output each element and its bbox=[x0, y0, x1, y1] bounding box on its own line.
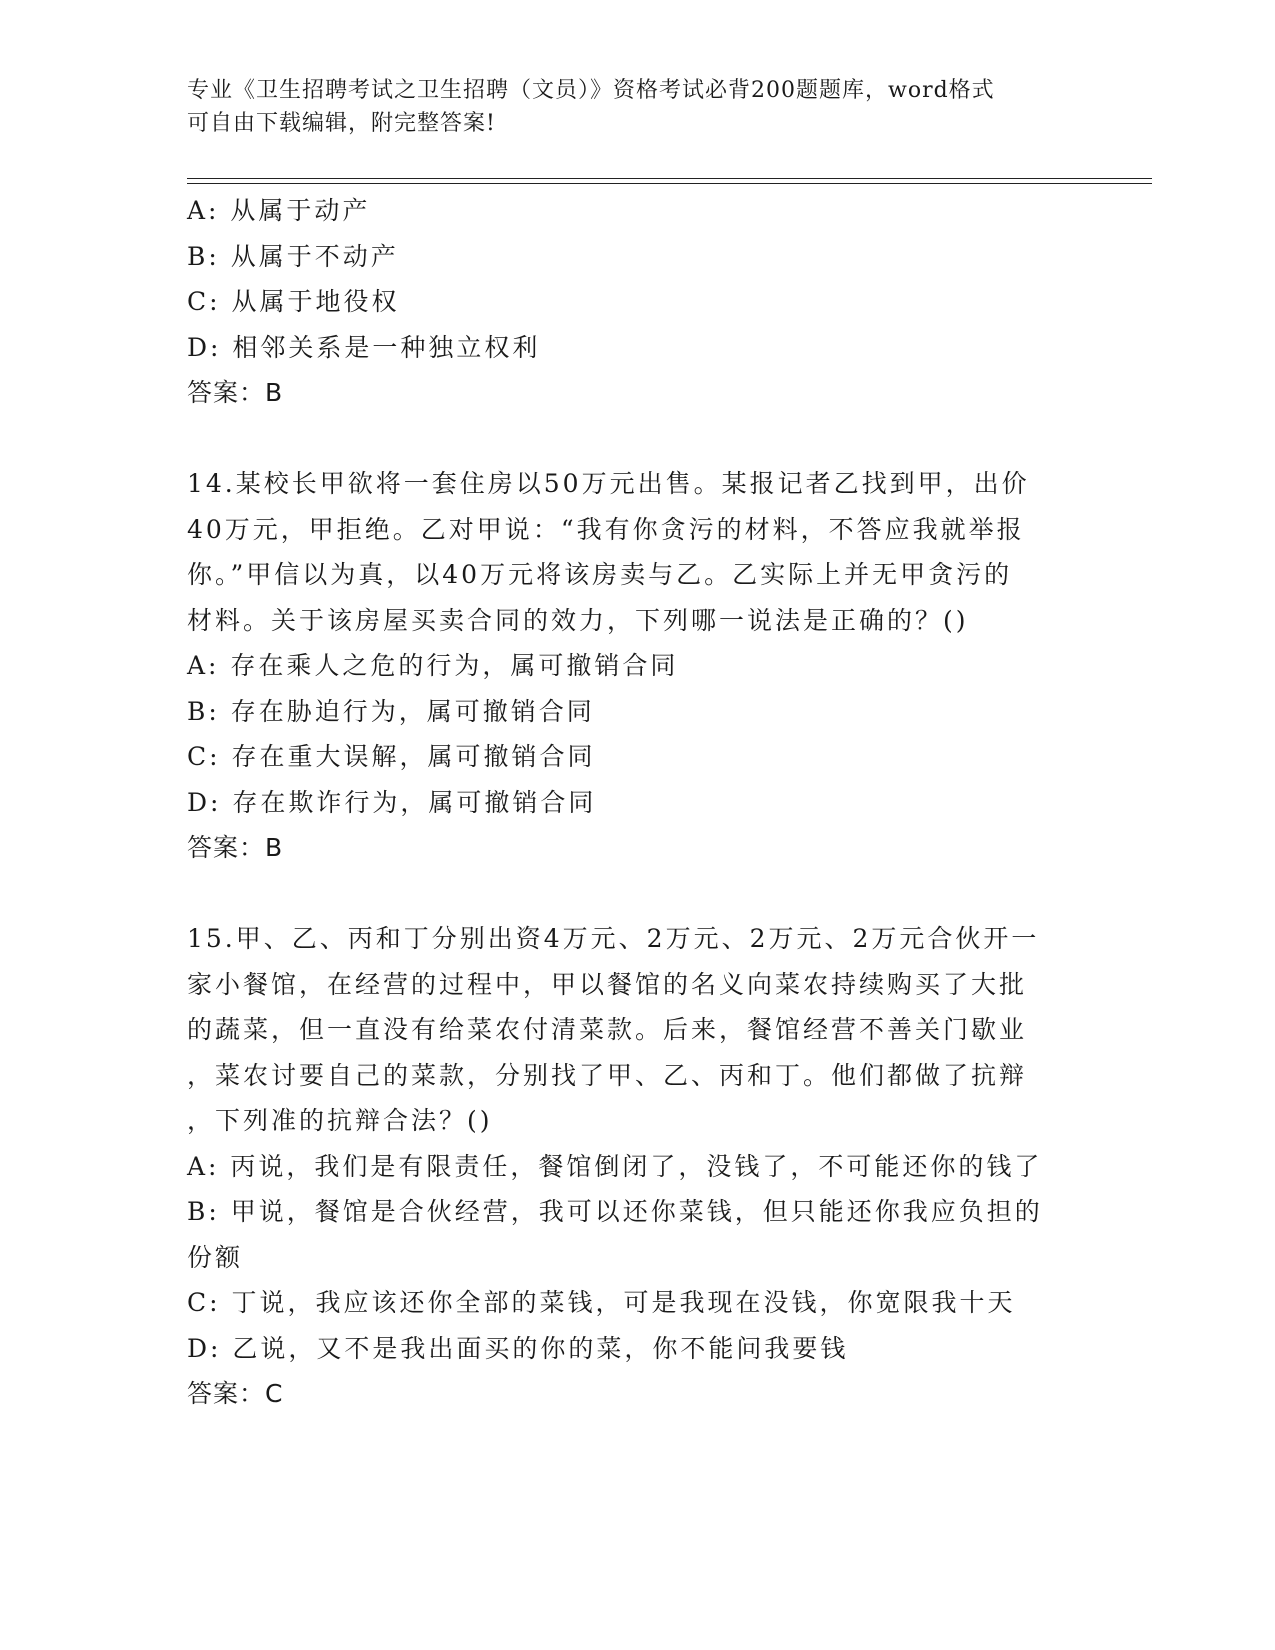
option-a: A: 存在乘人之危的行为，属可撤销合同 bbox=[187, 651, 679, 680]
question-stem-line: ，菜农讨要自己的菜款，分别找了甲、乙、丙和丁。他们都做了抗辩 bbox=[187, 1060, 1028, 1090]
header-divider-top bbox=[187, 178, 1152, 179]
question-content bbox=[187, 188, 1087, 1417]
option-d: D: 相邻关系是一种独立权利 bbox=[187, 332, 541, 362]
question-stem-line: 材料。关于该房屋买卖合同的效力，下列哪一说法是正确的？() bbox=[187, 605, 969, 635]
option-d: D: 存在欺诈行为，属可撤销合同 bbox=[187, 787, 597, 817]
answer-line: 答案：B bbox=[187, 833, 284, 862]
question-stem-line: 的蔬菜，但一直没有给菜农付清菜款。后来，餐馆经营不善关门歇业 bbox=[187, 1015, 1028, 1044]
question-stem-line: ，下列准的抗辩合法？() bbox=[187, 1106, 493, 1135]
question-stem-line: 你。”甲信以为真，以40万元将该房卖与乙。乙实际上并无甲贪污的 bbox=[187, 560, 1013, 589]
option-a: A: 从属于动产 bbox=[187, 196, 371, 225]
question-stem-line: 14.某校长甲欲将一套住房以50万元出售。某报记者乙找到甲，出价 bbox=[187, 469, 1030, 498]
document-header bbox=[187, 74, 1067, 140]
option-b-continued: 份额 bbox=[187, 1242, 244, 1272]
header-line-1: 专业《卫生招聘考试之卫生招聘（文员）》资格考试必背200题题库，word格式 bbox=[187, 78, 995, 103]
question-spacer bbox=[187, 871, 1087, 917]
question-stem-line: 家小餐馆，在经营的过程中，甲以餐馆的名义向菜农持续购买了大批 bbox=[187, 969, 1028, 999]
option-b: B: 从属于不动产 bbox=[187, 241, 399, 271]
question-14 bbox=[187, 461, 1087, 871]
option-b: B: 存在胁迫行为，属可撤销合同 bbox=[187, 696, 595, 726]
option-c: C: 从属于地役权 bbox=[187, 287, 400, 316]
option-c: C: 存在重大误解，属可撤销合同 bbox=[187, 742, 596, 771]
question-stem-line: 40万元，甲拒绝。乙对甲说：“我有你贪污的材料，不答应我就举报 bbox=[187, 514, 1025, 544]
option-c: C: 丁说，我应该还你全部的菜钱，可是我现在没钱，你宽限我十天 bbox=[187, 1288, 1016, 1317]
question-13-options bbox=[187, 188, 1087, 416]
header-line-2: 可自由下载编辑，附完整答案! bbox=[187, 111, 496, 136]
answer-line: 答案：B bbox=[187, 378, 284, 407]
question-stem-line: 15.甲、乙、丙和丁分别出资4万元、2万元、2万元、2万元合伙开一 bbox=[187, 924, 1040, 953]
answer-line: 答案：C bbox=[187, 1379, 284, 1408]
option-a: A: 丙说，我们是有限责任，餐馆倒闭了，没钱了，不可能还你的钱了 bbox=[187, 1151, 1043, 1181]
option-d: D: 乙说，又不是我出面买的你的菜，你不能问我要钱 bbox=[187, 1333, 849, 1363]
question-spacer bbox=[187, 416, 1087, 462]
question-15 bbox=[187, 916, 1087, 1417]
header-divider-bottom bbox=[187, 183, 1152, 184]
option-b: B: 甲说，餐馆是合伙经营，我可以还你菜钱，但只能还你我应负担的 bbox=[187, 1197, 1043, 1226]
